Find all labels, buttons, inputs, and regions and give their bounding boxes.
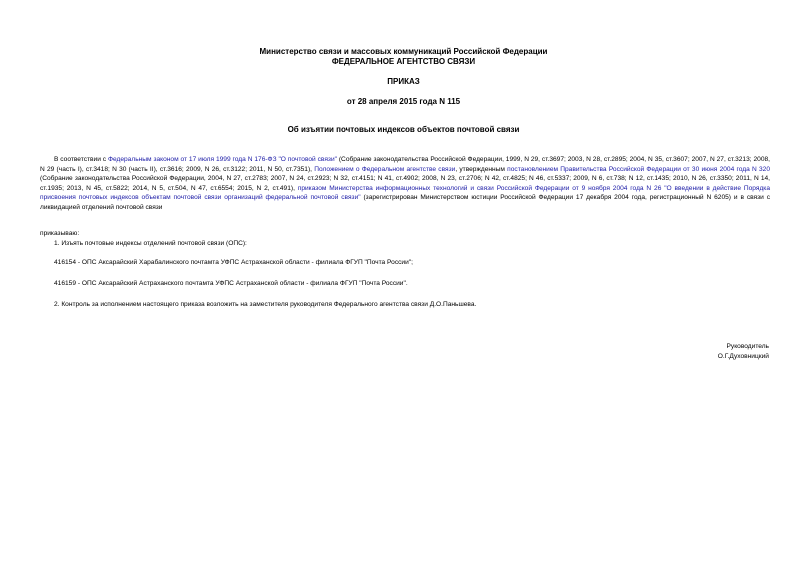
preamble-text-3: , утвержденным	[455, 165, 508, 173]
preamble-text-4: (Собрание законодательства Российской Федерации, 2004, N 27, ст.2783; 2007, N 24, ст.2923; N 32, ст.4151; N 41, ст.4902; 2008, N 23, ст.2706; N 42, ст.4825; N 46, ст.5337; 2009, N 6, ст.738; N 12, ст.1435; 2010, N 26, ст.3350; 2011, N 14, ст.1935; 2013, N 45, ст.5822; 2014, N 5, ст.504, N 47, ст.6554; 2015, N 2, ст.491),	[40, 175, 770, 192]
preamble-paragraph	[40, 155, 770, 213]
ministry-name: Министерство связи и массовых коммуникаций Российской Федерации	[259, 47, 548, 56]
signature-position: Руководитель	[726, 343, 769, 350]
order-word: приказываю:	[40, 230, 80, 237]
government-resolution-link[interactable]: постановлением Правительства Российской Федерации от 30 июня 2004 года N 320	[507, 165, 770, 173]
list-item: 416154 - ОПС Аксарайский Харабалинского почтамта УФПС Астраханской области - филиала ФГУП "Почта России";	[54, 259, 413, 266]
signature-name: О.Г.Духовницкий	[717, 353, 769, 360]
document-type: ПРИКАЗ	[387, 77, 420, 86]
preamble-text-2: (Собрание законодательства Российской Федерации, 1999, N 29, ст.3697; 2003, N 28, ст.2895; 2004, N 35, ст.3607; 2007, N 27, ст.3213; 2008, N 29 (часть I), ст.3418; N 30 (часть II), ст.3616; 2009, N 26, ст.3122; 2011, N 50, ст.7351),	[40, 156, 770, 173]
list-item: 1. Изъять почтовые индексы отделений почтовой связи (ОПС):	[54, 240, 247, 247]
list-item: 416159 - ОПС Аксарайский Астраханского почтамта УФПС Астраханской области - филиала ФГУП "Почта России".	[54, 280, 408, 287]
ministry-order-link[interactable]: приказом Министерства информационных технологий и связи Российской Федерации от 9 ноября 2004 года N 26 "О введении в действие Порядка присвоения почтовых индексов объектам почтовой связи организаций федеральной почтовой связи"	[40, 184, 770, 202]
preamble-text-1: В соответствии с	[54, 156, 108, 163]
list-item: 2. Контроль за исполнением настоящего приказа возложить на заместителя руководителя Федерального агентства связи Д.О.Паньшева.	[54, 301, 477, 308]
document-title: Об изъятии почтовых индексов объектов почтовой связи	[287, 125, 520, 134]
preamble-text-5: (зарегистрирован Министерством юстиции Российской Федерации 17 декабря 2004 года, регистрационный N 6205) и в связи с ликвидацией отделений почтовой связи	[40, 194, 770, 211]
preamble	[40, 155, 770, 213]
document-date-number: от 28 апреля 2015 года N 115	[346, 97, 461, 106]
federal-law-link[interactable]: Федеральным законом от 17 июля 1999 года N 176-ФЗ "О почтовой связи"	[107, 156, 337, 163]
agency-regulation-link[interactable]: Положением о Федеральном агентстве связи	[314, 165, 456, 173]
agency-name: ФЕДЕРАЛЬНОЕ АГЕНТСТВО СВЯЗИ	[331, 57, 476, 66]
